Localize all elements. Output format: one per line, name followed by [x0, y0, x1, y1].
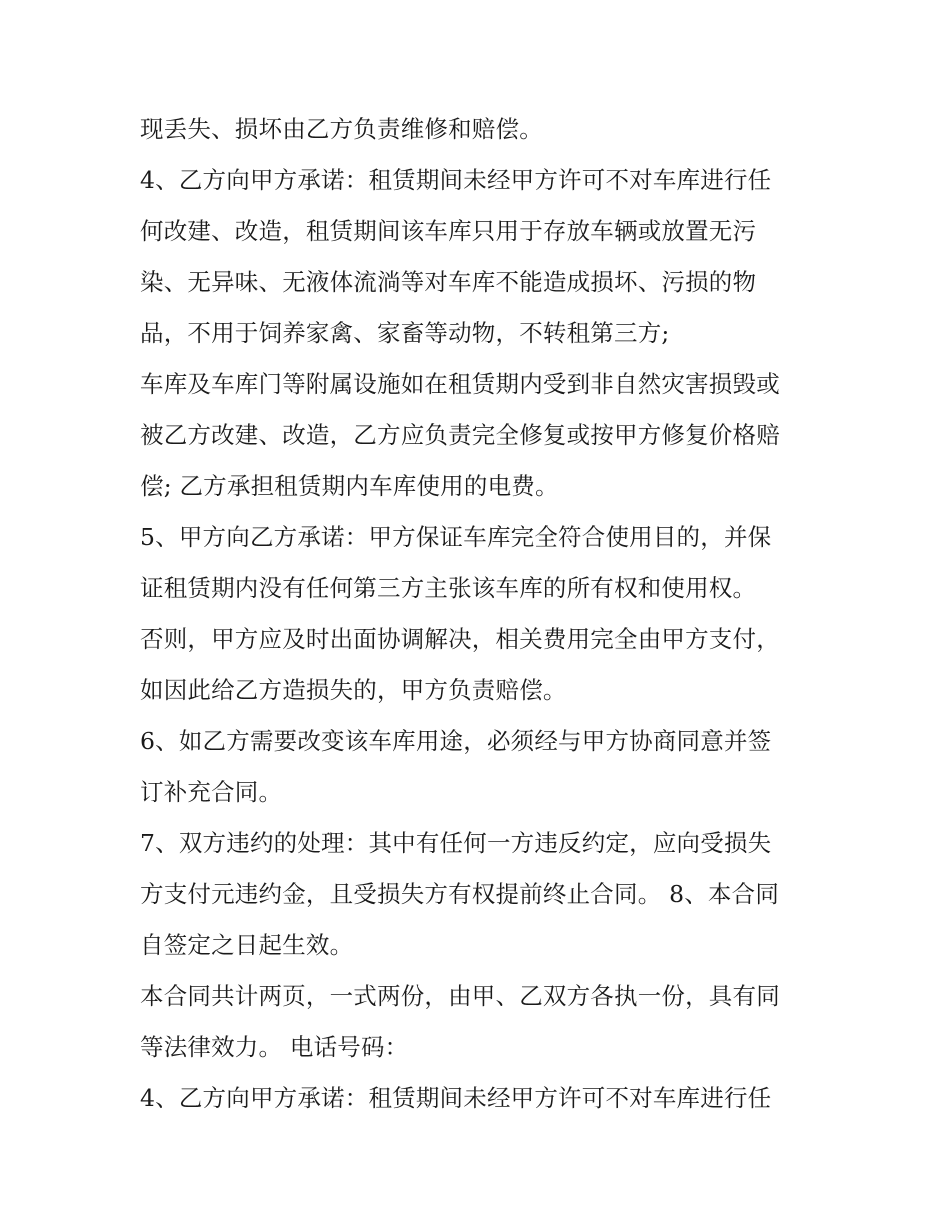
document-body: [140, 104, 820, 1124]
text-line: 证租赁期内没有任何第三方主张该车库的所有权和使用权。: [140, 574, 757, 602]
text-line: 何改建、改造，租赁期间该车库只用于存放车辆或放置无污: [140, 217, 757, 245]
text-line: 7、双方违约的处理：其中有任何一方违反约定，应向受损失: [140, 829, 772, 857]
text-line: 偿; 乙方承担租赁期内车库使用的电费。: [140, 472, 559, 500]
text-line: 被乙方改建、改造，乙方应负责完全修复或按甲方修复价格赔: [140, 421, 780, 449]
text-line: 品，不用于饲养家禽、家畜等动物，不转租第三方;: [140, 319, 670, 347]
text-line: 本合同共计两页，一式两份，由甲、乙双方各执一份，具有同: [140, 982, 780, 1010]
text-line: 6、如乙方需要改变该车库用途，必须经与甲方协商同意并签: [140, 727, 772, 755]
text-line: 4、乙方向甲方承诺：租赁期间未经甲方许可不对车库进行任: [140, 166, 772, 194]
text-line: 订补充合同。: [140, 778, 283, 806]
text-line: 现丢失、损坏由乙方负责维修和赔偿。: [140, 115, 543, 143]
text-line: 5、甲方向乙方承诺：甲方保证车库完全符合使用目的，并保: [140, 523, 772, 551]
text-line: 4、乙方向甲方承诺：租赁期间未经甲方许可不对车库进行任: [140, 1084, 772, 1112]
text-line: 方支付元违约金，且受损失方有权提前终止合同。 8、本合同: [140, 880, 780, 908]
text-line: 染、无异味、无液体流淌等对车库不能造成损坏、污损的物: [140, 268, 757, 296]
text-line: 如因此给乙方造损失的，甲方负责赔偿。: [140, 676, 567, 704]
text-line: 自签定之日起生效。: [140, 931, 354, 959]
text-line: 等法律效力。 电话号码：: [140, 1033, 409, 1061]
text-line: 否则，甲方应及时出面协调解决，相关费用完全由甲方支付，: [140, 625, 780, 653]
text-line: 车库及车库门等附属设施如在租赁期内受到非自然灾害损毁或: [140, 370, 780, 398]
